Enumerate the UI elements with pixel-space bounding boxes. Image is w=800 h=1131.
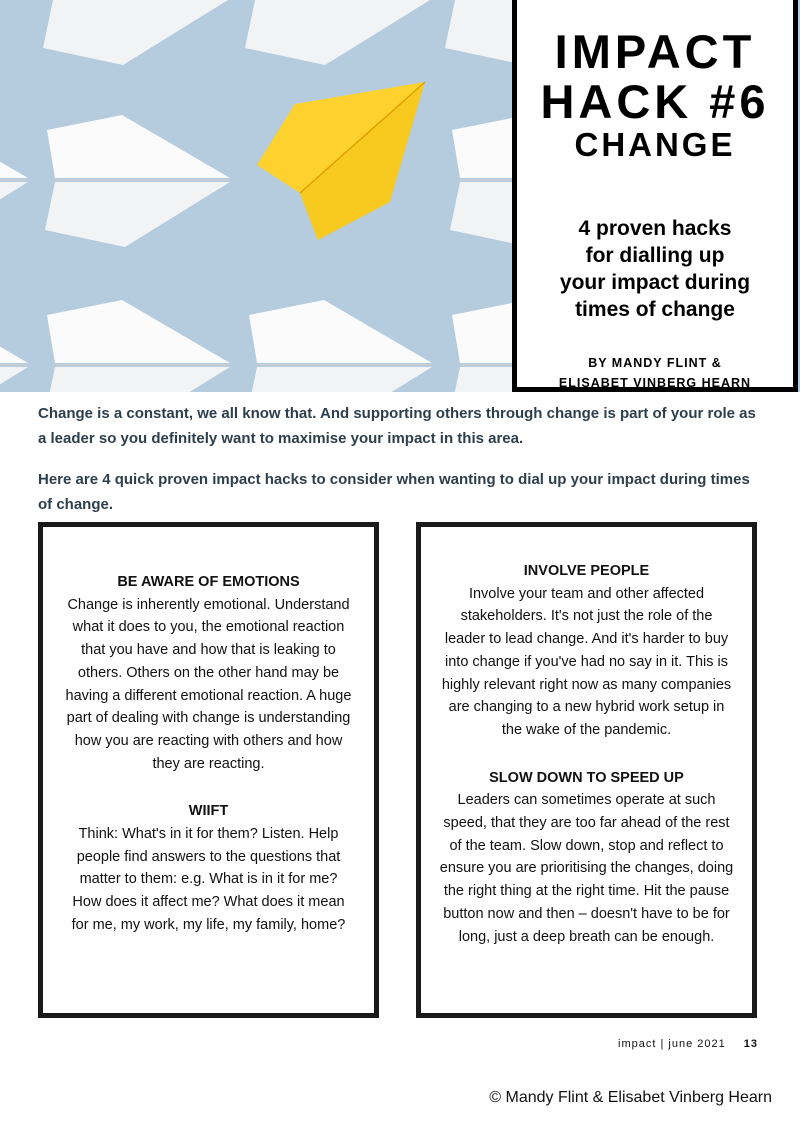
copyright: © Mandy Flint & Elisabet Vinberg Hearn xyxy=(489,1089,772,1106)
byline-line: ELISABET VINBERG HEARN xyxy=(558,376,752,390)
hack-body: Change is inherently emotional. Understand what it does to you, the emotional reaction that you have and how that is leaking to others. Others on the other hand may be having a different emotional reaction. A huge part of dealing with change is understanding how you are reacting with others and how they are reacting. xyxy=(65,596,352,772)
subtitle-line: for dialling up xyxy=(585,244,725,267)
intro-paragraph-1: Change is a constant, we all know that. And supporting others through change is part of your role as a leader so you definitely want to maximise your impact in this area. xyxy=(38,405,756,447)
title-box xyxy=(512,0,798,392)
hack-title: INVOLVE PEOPLE xyxy=(523,563,650,579)
page-number: 13 xyxy=(743,1038,758,1050)
hack-body: Leaders can sometimes operate at such speed, that they are too far ahead of the rest of the team. Slow down, stop and reflect to ensure you are prioritising the changes, doing the right thing at the right time. Hit the pause button now and then – doesn't have to be for long, just a deep breath can be enough. xyxy=(439,792,734,945)
hack-body: Involve your team and other affected stakeholders. It's not just the role of the leader to lead change. And it's harder to buy into change if you've had no say in it. This is highly relevant right now as many companies are changing to a new hybrid work setup in the wake of the pandemic. xyxy=(441,585,732,738)
byline-line: BY MANDY FLINT & xyxy=(588,356,722,370)
hack-box-right xyxy=(416,522,757,1018)
byline xyxy=(517,353,793,393)
hack-title: SLOW DOWN TO SPEED UP xyxy=(489,769,684,786)
publication-label: impact | june 2021 xyxy=(618,1038,726,1050)
subtitle xyxy=(517,215,793,323)
title-line-2: HACK #6 xyxy=(540,75,770,128)
subtitle-line: 4 proven hacks xyxy=(578,217,732,240)
title-line-1: IMPACT xyxy=(554,25,756,78)
page-footer xyxy=(618,1038,758,1050)
subtitle-line: times of change xyxy=(575,298,735,321)
hack-body: Think: What's in it for them? Listen. Help people find answers to the questions that matter to them: e.g. What is in it for me? How does it affect me? What does it mean for me, my work, my life, my family, home? xyxy=(71,826,346,933)
subtitle-line: your impact during xyxy=(559,271,751,294)
hack-title: WIIFT xyxy=(188,803,229,820)
hack-title: BE AWARE OF EMOTIONS xyxy=(117,574,300,590)
intro-paragraph-2: Here are 4 quick proven impact hacks to consider when wanting to dial up your impact during times of change. xyxy=(38,471,750,513)
title-line-3: CHANGE xyxy=(574,126,736,163)
hack-box-left xyxy=(38,522,379,1018)
